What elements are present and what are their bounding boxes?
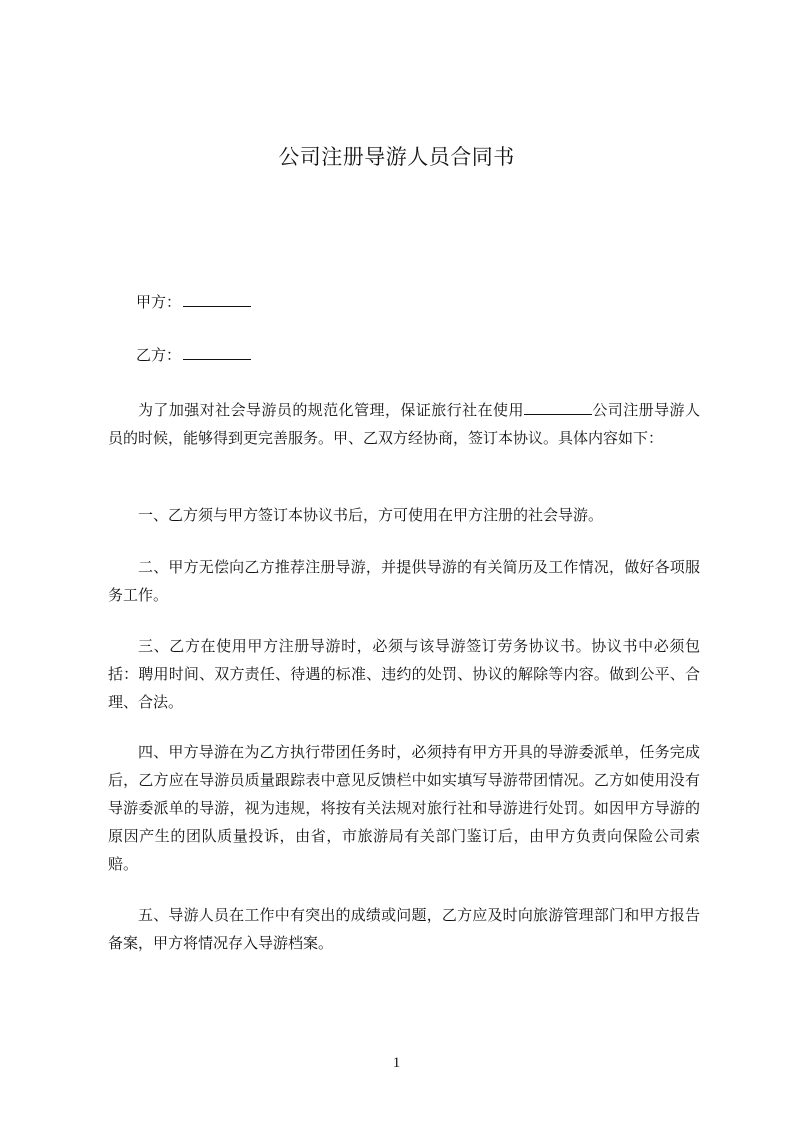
clause-4: 四、甲方导游在为乙方执行带团任务时，必须持有甲方开具的导游委派单，任务完成后，乙方应在导游员质量跟踪表中意见反馈栏中如实填写导游带团情况。乙方如使用没有导游委派单的导游，视为违规，将按有关法规对旅行社和导游进行处罚。如因甲方导游的原因产生的团队质量投诉，由省，市旅游局有关部门鉴订后，由甲方负责向保险公司索赔。 bbox=[108, 743, 700, 873]
clause-2: 二、甲方无偿向乙方推荐注册导游，并提供导游的有关简历及工作情况，做好各项服务工作。 bbox=[108, 558, 700, 604]
party-a-blank bbox=[183, 292, 251, 307]
party-b-blank bbox=[183, 345, 251, 360]
clause-5: 五、导游人员在工作中有突出的成绩或问题，乙方应及时向旅游管理部门和甲方报告备案，甲方将情况存入导游档案。 bbox=[108, 906, 700, 952]
clause-3: 三、乙方在使用甲方注册导游时，必须与该导游签订劳务协议书。协议书中必须包括：聘用时间、双方责任、待遇的标准、违约的处罚、协议的解除等内容。做到公平、合理、合法。 bbox=[108, 637, 700, 711]
intro-paragraph bbox=[108, 396, 700, 452]
intro-text-after: 公司注册导游人员的时候，能够得到更完善服务。甲、乙双方经协商，签订本协议。具体内容如下： bbox=[108, 401, 700, 447]
clause-1: 一、乙方须与甲方签订本协议书后，方可使用在甲方注册的社会导游。 bbox=[138, 506, 604, 524]
document-title: 公司注册导游人员合同书 bbox=[278, 145, 515, 169]
party-a-label: 甲方： bbox=[136, 293, 182, 311]
intro-text-before: 为了加强对社会导游员的规范化管理，保证旅行社在使用 bbox=[138, 401, 524, 419]
page-number: 1 bbox=[392, 1055, 401, 1071]
party-b-label: 乙方： bbox=[136, 346, 182, 364]
company-blank bbox=[524, 400, 592, 415]
party-a-line bbox=[136, 292, 251, 312]
party-b-line bbox=[136, 345, 251, 365]
